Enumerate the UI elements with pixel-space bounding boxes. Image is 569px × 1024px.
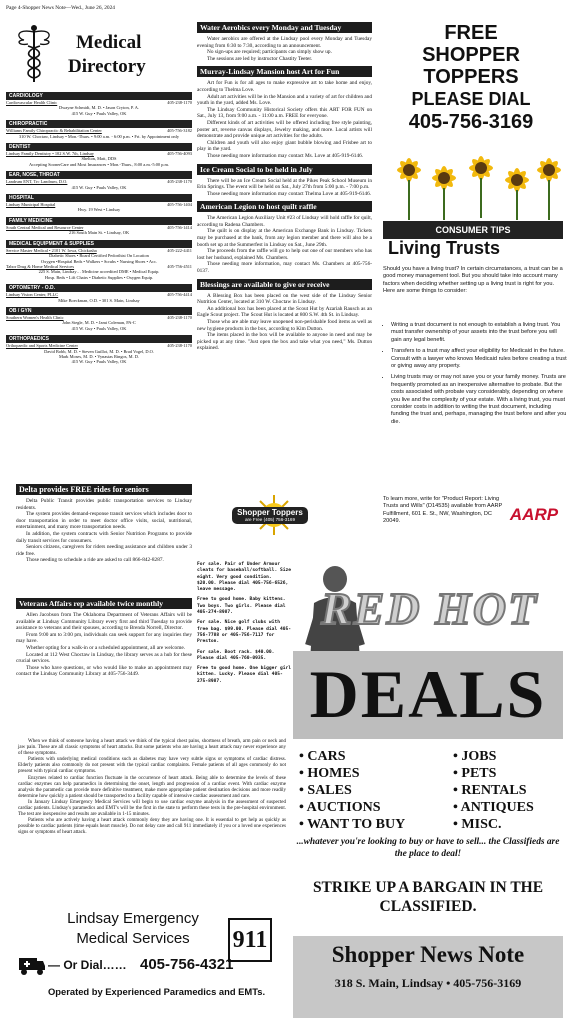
article-body (197, 178, 372, 198)
article-paragraph: The proceeds from the raffle will go to help out one of our members who has lost her husband, explained Ms. Chambers. (197, 248, 372, 261)
toppers-label: Shopper Toppers are Free (405) 756-3169 (232, 507, 308, 524)
directory-entry-detail: Mike Boeckman, O.D. • 301 S. Main, Lindsay (58, 297, 140, 303)
article-paragraph: Those needing to schedule a ride are asked to call 866-842-8287. (26, 557, 164, 564)
ems-paragraph: When we think of someone having a heart attack we think of the typical chest pains, shortness of breath, arm pain or neck and jaw pain. These are all classic symptoms of heart attacks. But some patients who are having a heart attack may never experience any of these symptoms. (18, 739, 286, 757)
ems-or-dial: — Or Dial…… (48, 958, 127, 972)
caduceus-icon (14, 24, 54, 84)
deals-category: • SALES (299, 783, 352, 798)
directory-entry-name: Cardiovascular Health Clinic (6, 100, 58, 105)
deals-category: • HOMES (299, 766, 360, 781)
free-toppers-box: FREE SHOPPER TOPPERS PLEASE DIAL 405-756-3169 (408, 22, 534, 133)
directory-masthead (6, 18, 192, 88)
ems-article (18, 739, 286, 837)
article-paragraph: An additional box has been placed at the Scout Hut by Azariah Rausch as an Eagle Scout project. The Scout Hut is located at 800 S.W. 4th St. in Lindsay. (197, 305, 372, 319)
consumer-title: Living Trusts (388, 238, 501, 258)
red-hot-banner: RED HOT (321, 583, 539, 634)
consumer-bullet: • Writing a trust document is not enough to establish a living trust. You must transfer ownership of your assets into the trust before you will gain any legal benefit. (391, 322, 567, 344)
ems-paragraph: In January Lindsay Emergency Medical Services will begin to use cardiac enzyme analysis in the assessment of suspected cardiac patients. Lindsay's paramedics and EMT's will be the first in the state to perform these tests in the pre-hospital environment. The test are inexpensive and results are available in 1-15 minutes. (18, 799, 286, 818)
directory-entry-detail: Hwy. 19 West • Lindsay (77, 207, 121, 213)
article-headline: Water Aerobics every Monday and Tuesday (197, 22, 372, 33)
directory-section-header: HOSPITAL (6, 194, 192, 202)
consumer-bullets (383, 322, 567, 430)
deals-category: • CARS (299, 749, 346, 764)
article-body (16, 612, 192, 678)
directory-entry-detail: 225 S. Main, Lindsay… Medicine accredited DME • Medical Equip. (38, 269, 160, 275)
aarp-logo: AARP (509, 505, 559, 524)
article-paragraph: Those needing more information, may contact Ms. Chambers at 405-756-0137. (197, 261, 372, 275)
article-veterans (16, 598, 192, 678)
article-paragraph: Children and youth will also enjoy giant bubble blowing and Frisbee art to play in the yard. (197, 139, 372, 153)
article-paragraph: Located at 112 West Choctaw in Lindsay, the library serves as a hub for these crucial services. (16, 651, 192, 665)
directory-entry-detail: Mark Moses, M. D. • Vynastas Ringos, M. D. (58, 353, 139, 359)
article-headline: Murray-Lindsay Mansion host Art for Fun (197, 66, 372, 77)
article-headline: American Legion to host quilt raffle (197, 201, 372, 212)
article-headline: Ice Cream Social to be held in July (197, 164, 372, 175)
classified-ad: Free to good home. Baby kittens. Two boys. Two girls. Please dial 405-274-8987. (197, 597, 286, 616)
classified-ads (197, 562, 293, 689)
directory-sections (6, 92, 192, 365)
article-paragraph: The items placed in the box will be available to anyone in need and may be picked up at any time. "Just open the box and take what you need," Ms. Dutton explained. (197, 332, 372, 352)
article-paragraph: No sign-ups are required; participants can simply show up. (207, 49, 332, 56)
ems-paragraph: Patients who are actively having a heart attack commonly deny they are having one. It is essential to get help as quickly as possible to cardiac patients (time equals heart muscle). Do not delay care and call 911 immediately if you or a loved one experiences signs or symptoms of heart attack. (18, 818, 286, 836)
directory-entry-detail: 415 W. Guy • Pauls Valley, OK (71, 110, 127, 116)
article-paragraph: Allen Jacobson from The Oklahoma Department of Veterans Affairs will be available at Lindsay Community Library every first and third Tuesday to provide assistance to veterans and their spouses, according to Brenda Norrell, Director. (16, 612, 192, 632)
consumer-footer: To learn more, write for "Product Report: Living Trusts and Wills" (D14535) available from AARP Fulfillment, 601 E. St., NW, Washington, DC 20049. (383, 496, 503, 525)
directory-entry-detail: 415 W. Guy • Pauls Valley, OK (71, 359, 127, 365)
article-body (16, 498, 192, 564)
article-paragraph: Seniors citizens, caregivers for riders needing assistance and children under 3 ride free. (16, 544, 192, 557)
directory-section-header: OPTOMETRY - O.D. (6, 284, 192, 292)
directory-entry-phone: 405-756-1414 (167, 224, 192, 230)
ems-paragraph: Patients with underlying medical conditions such as diabetes may have very subtle signs or symptoms of cardiac distress. Elderly patients also commonly do not present with the typical cardiac complaints. Female patients of all ages commonly do not present with typical cardiac symptoms. (18, 757, 286, 775)
deals-category: • JOBS (453, 749, 497, 764)
consumer-tips-tag: CONSUMER TIPS (383, 221, 563, 239)
consumer-intro: Should you have a living trust? In certain circumstances, a trust can be a good money management tool. But you should take into account many factors when deciding whether setting up a living trust is right for you. Here are some things to consider: (383, 266, 563, 295)
directory-entry-name: Landrum ENT, Trc Landrum, D.O. (6, 179, 68, 185)
directory-entry-phone: 405-222-4411 (167, 247, 192, 253)
deals-banner: DEALS (293, 651, 563, 739)
article-paragraph: Those who are able may leave unopened non-perishable food items as well as new hygiene products in the box, according to Kim Dutton. (197, 319, 372, 332)
article-headline: Blessings are available to give or receive (197, 279, 372, 290)
directory-section-header: EAR, NOSE, THROAT (6, 171, 192, 179)
article-paragraph: Whether opting for a walk-in or a scheduled appointment, all are welcome. (26, 644, 185, 651)
article-body (197, 80, 372, 159)
article-paragraph: Those needing more information may contact Ms. Love at 405-919-6146. (207, 152, 364, 159)
ems-paragraph: Enzymes related to cardiac function fluctuate in the occurrence of heart attack. Being able to determine the levels of these cardiac enzymes can help paramedics in determining the onset, length and progression of a cardiac event. With cardiac enzyme analysis the paramedic can provide more definitive treatment, make more appropriate patient destination decisions and more readily determine how quickly a patient should be transported to a facility capable of intensive cardiac assessment and care. (18, 775, 286, 799)
ems-name-line2: Medical Services (76, 930, 190, 947)
sunflowers-image (379, 150, 563, 220)
deals-strike: STRIKE UP A BARGAIN IN THE CLASSIFIED. (312, 879, 544, 915)
directory-entry-detail: David Bobb, M. D. • Steven Guillot, M. D. • Brad Vogel, D.O. (44, 348, 154, 354)
article-paragraph: Art for Fun is for all ages to make expressive art to take home and enjoy, according to Thelma Love. (197, 80, 372, 93)
directory-entry-detail: John Siegle, M. D. • Jami Coleman, PA-C (62, 320, 136, 326)
deals-category: • RENTALS (453, 783, 527, 798)
directory-entry-detail: 310 W. Choctaw, Lindsay • Mon.-Thurs. • 9:00 a.m. - 6:00 p.m. • Fri. by Appointment only (18, 133, 180, 139)
ems-name-line1: Lindsay Emergency (67, 910, 199, 927)
directory-title-line1: Medical (76, 32, 142, 53)
deals-category: • PETS (453, 766, 497, 781)
deals-right-list (453, 748, 563, 833)
deals-whatever: ...whatever you're looking to buy or have to sell... the Classifieds are the place to deal! (296, 837, 560, 859)
article-body (197, 293, 372, 352)
directory-entry-phone: 405-238-1170 (167, 179, 192, 185)
directory-section-header: FAMILY MEDICINE (6, 217, 192, 225)
classified-ad: For sale. Boot rack. $40.00. Please dial 405-760-0935. (197, 649, 275, 661)
directory-section-header: CHIROPRACTIC (6, 120, 192, 128)
article-paragraph: The system provides demand-response transit services which includes door to door transportation in order to meet doctor office visits, social, nutritional, entertainment, and many more transportation needs. (16, 511, 192, 531)
ems-phone: 405-756-4321 (140, 956, 234, 973)
directory-entry-phone: 405-238-1170 (167, 100, 192, 105)
article-paragraph: Those needing more information may contact Thelma Love at 405-919-6146. (207, 190, 372, 197)
directory-section-header: ORTHOPAEDICS (6, 335, 192, 343)
classified-ad: For sale. Pair of Under Armour cleats for baseball/softball. Size eight. Very good condition. $20.00. Please dial 405-756-6526, leave message. (197, 562, 292, 593)
deals-category: • AUCTIONS (299, 800, 381, 815)
article-headline: Delta provides FREE rides for seniors (16, 484, 192, 495)
article-paragraph: The quilt is on display at the American Exchange Bank in Lindsay. Tickets may be purchased at the bank, from any legion member and there will also be a booth set up at the Summerfest in Lindsay on Sat., June 29th. (197, 228, 372, 248)
directory-entry-detail: Dwayne Schmidt, M. D. • Jason Cryton, P. A. (58, 105, 140, 111)
consumer-bullet: • Transfers to a trust may affect your eligibility for Medicaid in the future. Consult with a lawyer who knows Medicaid rules before creating a trust or giving away any property. (391, 348, 567, 370)
directory-entry-name: Lindsay Vision Center, PLLC (6, 292, 59, 298)
paper-footer: Shopper News Note 318 S. Main, Lindsay • 405-756-3169 (293, 936, 563, 1018)
directory-entry-detail: Shelton, Matt, DDS (81, 156, 117, 162)
article-body (197, 215, 372, 274)
directory-section-header: MEDICAL EQUIPMENT & SUPPLIES (6, 240, 192, 248)
article-paragraph: Delta Public Transit provides public transportation services to Lindsay residents. (16, 498, 192, 511)
directory-entry-phone: 405-756-4511 (167, 263, 192, 269)
directory-entry-phone: 405-756-1404 (167, 202, 192, 208)
directory-entry-detail: 415 W. Guy • Pauls Valley, OK (71, 325, 127, 331)
ambulance-icon (18, 952, 46, 976)
directory-section-header: OB / GYN (6, 307, 192, 315)
middle-column (197, 22, 372, 356)
deals-left-list (299, 748, 449, 833)
directory-section-header: CARDIOLOGY (6, 92, 192, 100)
article-paragraph: A Blessing Box has been placed on the west side of the Lindsay Senior Nutrition Center, located at 310 W. Choctaw in Lindsay. (197, 292, 372, 306)
directory-entry-phone: 405-756-4093 (167, 151, 192, 157)
article-paragraph: Adult art activities will be in the Mansion and a variety of art for children and youth in the yard, added Ms. Love. (197, 93, 372, 107)
deals-category: • ANTIQUES (453, 800, 534, 815)
article-paragraph: There will be an Ice Cream Social held at the Pikes Peak School Museum in Erin Springs. The event will be held on Sat., July 27th from 5:00 p.m. - 7:00 p.m. (197, 177, 372, 191)
article-headline: Veterans Affairs rep available twice monthly (16, 598, 192, 609)
shopper-toppers-badge (232, 493, 312, 543)
medical-directory (6, 18, 192, 365)
directory-entry-name: Service Master Medical • 2101 W. Iowa, Chickasha (6, 247, 97, 253)
directory-entry-phone: 405-756-3182 (167, 128, 192, 134)
classified-ad: Free to good home. One bigger girl kitten. Lucky. Please dial 405-275-8987. (197, 666, 292, 684)
directory-entry-detail: 216 South Main St. • Lindsay, OK (68, 230, 130, 236)
directory-section-header: DENTIST (6, 143, 192, 151)
article-body (197, 36, 372, 62)
directory-entry-name: South Central Medical and Resource Center (6, 224, 84, 230)
page-header: Page 4-Shopper News Note—Wed., June 26, 2024 (6, 5, 116, 11)
directory-entry-name: Southern Women's Health Clinic (6, 314, 64, 320)
directory-entry-detail: Diabetic Shoes • Board Certified Pedorthist On Location (49, 253, 149, 259)
ems-tagline: Operated by Experienced Paramedics and EMTs. (48, 986, 266, 997)
directory-entry-detail: 415 W. Guy • Pauls Valley, OK (71, 184, 127, 190)
directory-entry-name: Tabor Drug & Home Medical Services (6, 263, 75, 269)
article-paragraph: In addition, the system contracts with Senior Nutrition Programs to provide daily transit services for consumers. (16, 530, 192, 544)
directory-entry-name: Lindsay Family Dentistry • 102 S.W. 7th, Lindsay (6, 151, 94, 157)
directory-entry-phone: 405-756-4414 (167, 292, 192, 298)
article-paragraph: The Lindsay Community Historical Society offers this ART FOR FUN on Sat., July 13, from 9:00 a.m. - 11:00 a.m. FREE for everyone. (197, 106, 372, 120)
classified-ad: For sale. Nice golf clubs with free bag. $99.00. Please dial 405-756-7788 or 405-756-7117 for Preston. (197, 620, 292, 645)
article-delta (16, 484, 192, 564)
article-paragraph: From 9:00 am to 3:00 pm, individuals can seek support for any inquiries they may have. (16, 631, 192, 645)
article-paragraph: The American Legion Auxiliary Unit #23 of Lindsay will hold raffle for quilt, according to Radena Chambers. (197, 215, 372, 228)
directory-entry-detail: Hosp. Beds • Lift Chairs • Diabetic Supplies • Oxygen Equip. (44, 274, 154, 280)
directory-title-line2: Directory (68, 56, 146, 77)
directory-entry-name: Williams Family Chiropractic & Rehabilitation Center (6, 128, 102, 134)
article-paragraph: The sessions are led by instructor Chastity Teeter. (207, 55, 313, 62)
directory-entry-name: Orthopaedic and Sports Medicine Center (6, 343, 78, 349)
directory-entry-name: Lindsay Municipal Hospital (6, 202, 56, 208)
directory-entry-detail: Oxygen •Hospital Beds • Walkers • Scrubs • Nursing Shoes • Acc. (40, 258, 158, 264)
article-paragraph: Those who have questions, or who would like to make an appointment may contact the Lindsay Community Library at 405-756-3449. (16, 664, 192, 678)
directory-entry-detail: Accepting SoonerCare and Most Insurances • Mon.-Thurs., 8:00 a.m.-5:00 p.m. (28, 161, 170, 167)
article-paragraph: Water aerobics are offered at the Lindsay pool every Monday and Tuesday evening from 6:30 to 7:30, according to an announcement. (197, 36, 372, 49)
article-paragraph: Different kinds of art activities will be offered including free style painting, poster art, reverse canvas displays, Jewelry making, and more. Local artists will demonstrate and provide unique art activities for the adults. (197, 119, 372, 140)
consumer-bullet: • Living trusts may or may not save you or your family money. Trusts are frequently promoted as an inexpensive alternative to probate. But the costs associated with probate vary considerably, depending on where you live and the complexity of your estate. With a living trust, you must consider costs in addition to writing the trust document, including funding the trust and, perhaps, managing the trust before and after you die. (391, 374, 567, 426)
directory-entry-phone: 405-238-1170 (167, 343, 192, 349)
deals-category: • WANT TO BUY (299, 817, 406, 832)
deals-category: • MISC. (453, 817, 502, 832)
ems-911-box: 911 (228, 918, 272, 962)
ems-ad (18, 908, 286, 1018)
directory-entry-phone: 405-238-1170 (167, 314, 192, 320)
